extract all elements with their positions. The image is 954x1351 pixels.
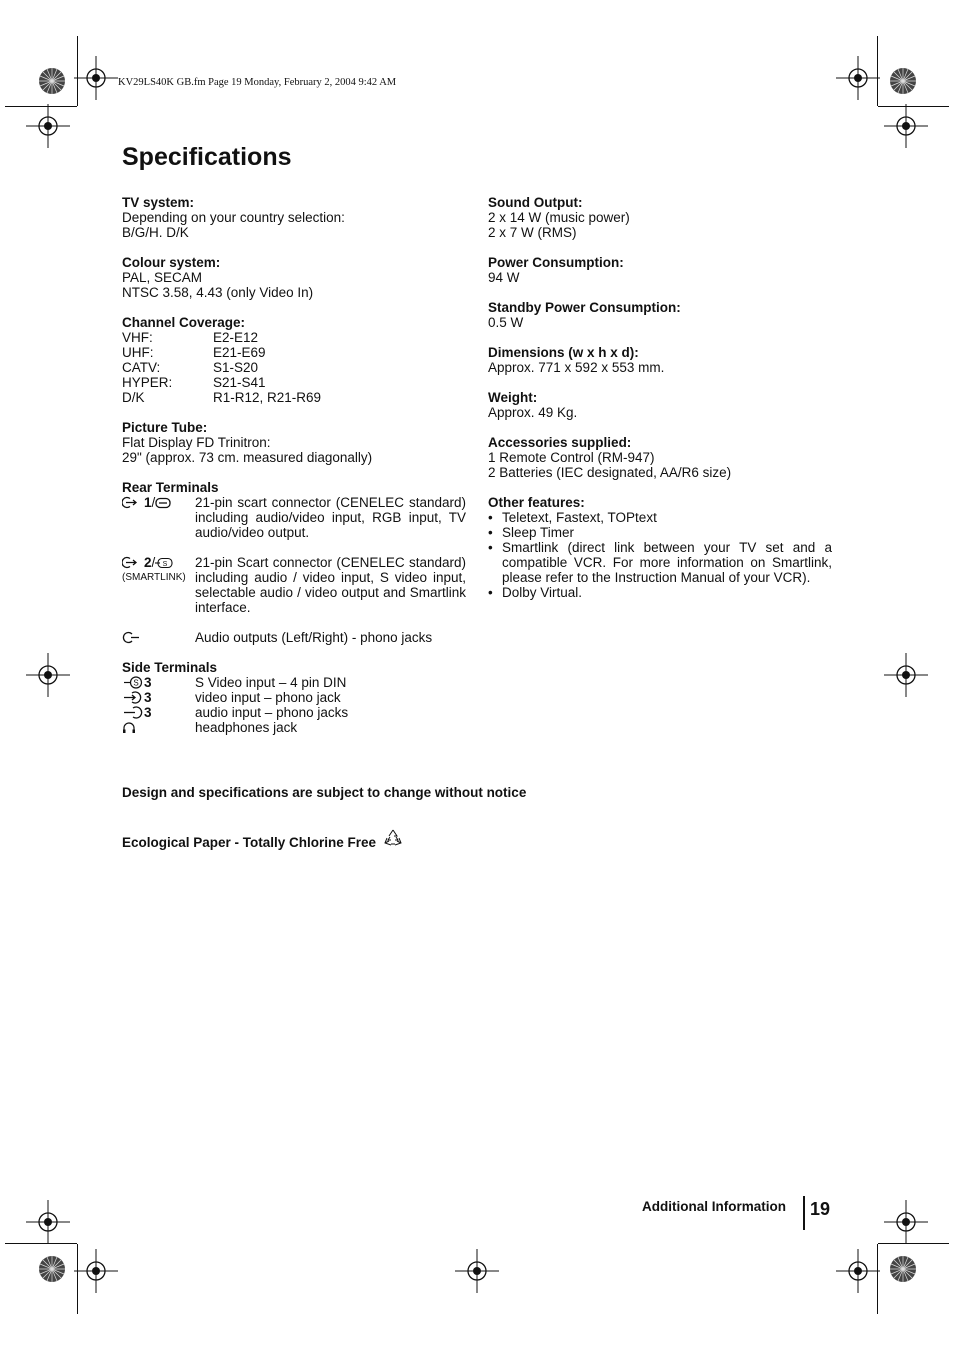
terminal-description: 21-pin scart connector (CENELEC standard) including audio/video input, RGB input, TV audio/video output. bbox=[195, 495, 466, 540]
terminal-row bbox=[122, 675, 466, 690]
design-notice: Design and specifications are subject to change without notice bbox=[122, 785, 527, 800]
section-line: 2 x 7 W (RMS) bbox=[488, 225, 577, 240]
channel-row bbox=[122, 345, 466, 360]
registration-target-icon bbox=[455, 1249, 499, 1293]
terminal-row bbox=[122, 630, 466, 645]
list-item bbox=[488, 525, 832, 540]
section-line: NTSC 3.58, 4.43 (only Video In) bbox=[122, 285, 314, 300]
rgb-scart-icon bbox=[155, 497, 171, 509]
section-heading: Side Terminals bbox=[122, 660, 218, 675]
section-heading: Accessories supplied: bbox=[488, 435, 632, 450]
terminal-row bbox=[122, 720, 466, 735]
video-input-icon bbox=[122, 691, 144, 704]
terminal-number: 3 bbox=[144, 705, 152, 720]
scart-in-out-icon bbox=[122, 496, 144, 509]
section-heading: Weight: bbox=[488, 390, 538, 405]
section-heading: Channel Coverage: bbox=[122, 315, 246, 330]
picture-tube-section bbox=[122, 420, 466, 465]
terminal-row bbox=[122, 690, 466, 705]
terminal-row bbox=[122, 555, 466, 615]
starburst-mark-icon bbox=[38, 1255, 66, 1283]
terminal-symbol bbox=[122, 630, 195, 645]
accessories-section bbox=[488, 435, 832, 480]
section-heading: Rear Terminals bbox=[122, 480, 219, 495]
section-line: 2 Batteries (IEC designated, AA/R6 size) bbox=[488, 465, 732, 480]
section-line: B/G/H. D/K bbox=[122, 225, 189, 240]
section-heading: Dimensions (w x h x d): bbox=[488, 345, 639, 360]
terminal-description: headphones jack bbox=[195, 720, 298, 735]
list-item bbox=[488, 510, 832, 525]
colour-system-section bbox=[122, 255, 466, 300]
terminal-row bbox=[122, 495, 466, 540]
headphones-icon bbox=[122, 721, 136, 734]
channel-range: S1-S20 bbox=[213, 360, 259, 375]
bullet: • bbox=[488, 510, 493, 525]
section-line: PAL, SECAM bbox=[122, 270, 203, 285]
registration-target-icon bbox=[836, 1249, 880, 1293]
bullet: • bbox=[488, 585, 493, 600]
rear-terminals-section bbox=[122, 480, 466, 645]
registration-target-icon bbox=[884, 653, 928, 697]
terminal-symbol: 1/ bbox=[122, 495, 195, 540]
standby-power-section bbox=[488, 300, 832, 330]
terminal-description: video input – phono jack bbox=[195, 690, 341, 705]
terminal-description: 21-pin Scart connector (CENELEC standard) including audio / video input, S video input, selectable audio / video output and Smartlink interface. bbox=[195, 555, 466, 615]
section-line: 94 W bbox=[488, 270, 520, 285]
terminal-description: audio input – phono jacks bbox=[195, 705, 349, 720]
terminal-description: S Video input – 4 pin DIN bbox=[195, 675, 347, 690]
right-column bbox=[488, 195, 832, 615]
footer-section-label: Additional Information bbox=[642, 1199, 786, 1214]
sound-output-section bbox=[488, 195, 832, 240]
registration-target-icon bbox=[26, 1200, 70, 1244]
bullet: • bbox=[488, 525, 493, 540]
terminal-symbol bbox=[122, 720, 195, 735]
file-header: KV29LS40K GB.fm Page 19 Monday, February 2, 2004 9:42 AM bbox=[118, 77, 397, 88]
channel-band: D/K bbox=[122, 390, 145, 405]
channel-range: E2-E12 bbox=[213, 330, 259, 345]
tv-system-section bbox=[122, 195, 466, 240]
other-features-section bbox=[488, 495, 832, 600]
terminal-number: 3 bbox=[144, 675, 152, 690]
terminal-number: 1 bbox=[144, 495, 152, 510]
channel-row bbox=[122, 375, 466, 390]
audio-input-icon bbox=[122, 706, 144, 719]
section-heading: Power Consumption: bbox=[488, 255, 624, 270]
registration-target-icon bbox=[74, 56, 118, 100]
section-line: Flat Display FD Trinitron: bbox=[122, 435, 271, 450]
features-list bbox=[488, 510, 832, 600]
terminal-symbol bbox=[122, 675, 195, 690]
weight-section bbox=[488, 390, 832, 420]
section-heading: Sound Output: bbox=[488, 195, 583, 210]
svg-text:S: S bbox=[133, 678, 139, 688]
section-line: Approx. 49 Kg. bbox=[488, 405, 578, 420]
channel-range: E21-E69 bbox=[213, 345, 266, 360]
svg-text:S: S bbox=[162, 561, 168, 568]
eco-paper-text: Ecological Paper - Totally Chlorine Free bbox=[122, 835, 377, 850]
section-line: Depending on your country selection: bbox=[122, 210, 345, 225]
section-heading: Other features: bbox=[488, 495, 585, 510]
registration-target-icon bbox=[836, 56, 880, 100]
terminal-symbol bbox=[122, 690, 195, 705]
side-terminals-section bbox=[122, 660, 466, 735]
list-item bbox=[488, 585, 832, 600]
footer-divider bbox=[803, 1196, 805, 1230]
terminal-symbol: 2/ S (SMARTLINK) bbox=[122, 555, 195, 615]
channel-row bbox=[122, 360, 466, 375]
terminal-number: 3 bbox=[144, 690, 152, 705]
terminal-symbol bbox=[122, 705, 195, 720]
registration-target-icon bbox=[884, 104, 928, 148]
list-item bbox=[488, 540, 832, 585]
section-line: 1 Remote Control (RM-947) bbox=[488, 450, 655, 465]
s-video-input-icon bbox=[122, 676, 144, 689]
section-heading: Picture Tube: bbox=[122, 420, 208, 435]
channel-band: CATV: bbox=[122, 360, 161, 375]
feature-text: Teletext, Fastext, TOPtext bbox=[502, 510, 657, 525]
feature-text: Smartlink (direct link between your TV set and a compatible VCR. For more information on Smartlink, please refer to the Instruction Manual of your VCR). bbox=[502, 540, 832, 585]
registration-target-icon bbox=[26, 653, 70, 697]
starburst-mark-icon bbox=[889, 67, 917, 95]
registration-target-icon bbox=[884, 1200, 928, 1244]
starburst-mark-icon bbox=[38, 67, 66, 95]
page-number: 19 bbox=[810, 1199, 831, 1219]
section-heading: Standby Power Consumption: bbox=[488, 300, 681, 315]
scart-smartlink-icon bbox=[122, 556, 144, 569]
power-consumption-section bbox=[488, 255, 832, 285]
starburst-mark-icon bbox=[889, 1255, 917, 1283]
left-column bbox=[122, 195, 466, 750]
channel-band: UHF: bbox=[122, 345, 154, 360]
channel-coverage-section bbox=[122, 315, 466, 405]
bullet: • bbox=[488, 540, 493, 555]
channel-row bbox=[122, 390, 466, 405]
channel-row bbox=[122, 330, 466, 345]
audio-output-icon bbox=[122, 631, 144, 644]
channel-band: VHF: bbox=[122, 330, 153, 345]
dimensions-section bbox=[488, 345, 832, 375]
feature-text: Sleep Timer bbox=[502, 525, 575, 540]
terminal-description: Audio outputs (Left/Right) - phono jacks bbox=[195, 630, 433, 645]
eco-paper-notice bbox=[122, 828, 403, 850]
section-line: Approx. 771 x 592 x 553 mm. bbox=[488, 360, 665, 375]
section-heading: TV system: bbox=[122, 195, 195, 210]
s-video-scart-icon bbox=[155, 557, 173, 569]
registration-target-icon bbox=[74, 1249, 118, 1293]
channel-band: HYPER: bbox=[122, 375, 173, 390]
smartlink-label: (SMARTLINK) bbox=[122, 572, 186, 583]
section-line: 29" (approx. 73 cm. measured diagonally) bbox=[122, 450, 373, 465]
channel-range: S21-S41 bbox=[213, 375, 266, 390]
channel-range: R1-R12, R21-R69 bbox=[213, 390, 322, 405]
registration-target-icon bbox=[26, 104, 70, 148]
page-title: Specifications bbox=[122, 143, 292, 171]
recycle-icon bbox=[383, 828, 403, 848]
terminal-row bbox=[122, 705, 466, 720]
section-heading: Colour system: bbox=[122, 255, 221, 270]
section-line: 2 x 14 W (music power) bbox=[488, 210, 630, 225]
feature-text: Dolby Virtual. bbox=[502, 585, 583, 600]
terminal-number: 2 bbox=[144, 555, 152, 570]
section-line: 0.5 W bbox=[488, 315, 524, 330]
